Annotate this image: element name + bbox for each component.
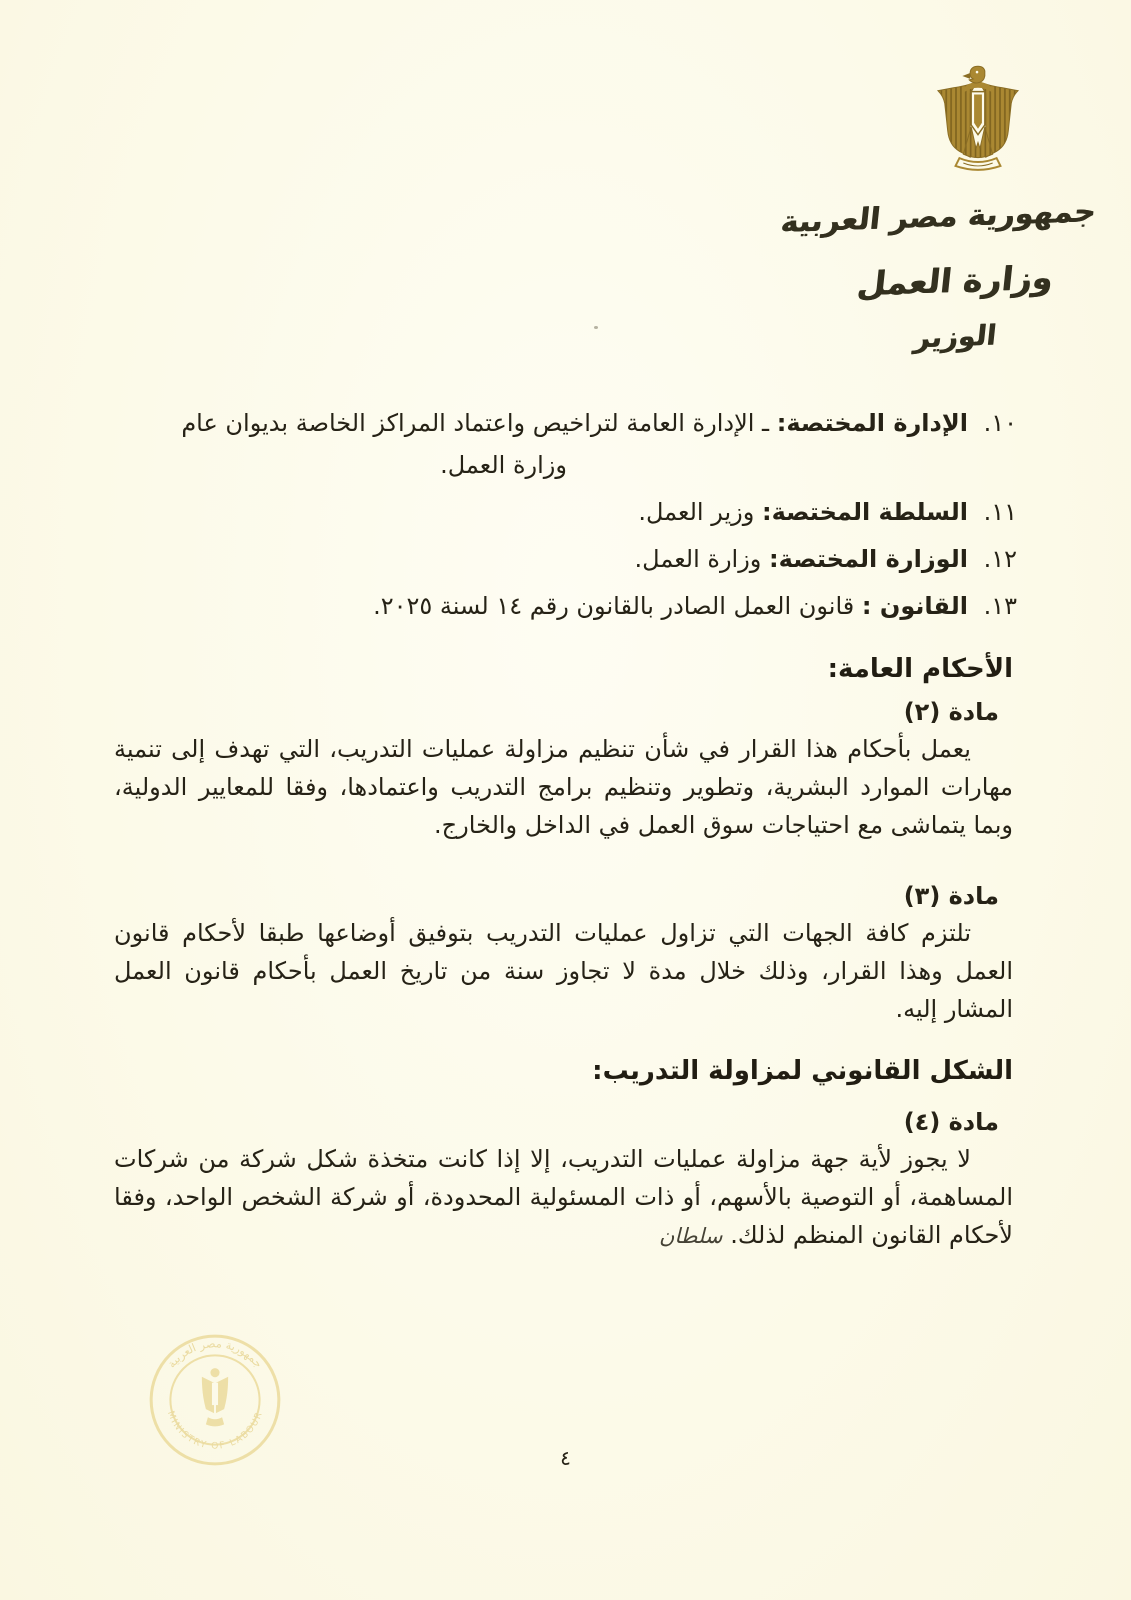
item-number: ١١. [983,498,1017,526]
section-heading-legal-form: الشكل القانوني لمزاولة التدريب: [592,1056,1013,1086]
article-4-title: مادة (٤) [903,1108,999,1136]
letterhead [778,64,1098,360]
definitions-list [116,406,1017,636]
egypt-eagle-emblem-icon [838,64,1118,178]
definition-item-13 [116,589,1017,623]
article-4-text: لا يجوز لأية جهة مزاولة عمليات التدريب، إلا إذا كانت متخذة شكل شركة من شركات المساهمة، أو التوصية بالأسهم، أو ذات المسئولية المحدودة، أو شركة الشخص الواحد، وفقا لأحكام القانون المنظم لذلك. [114,1145,1013,1249]
seal-eagle-icon [202,1368,228,1426]
definition-item-11 [116,495,1017,529]
letterhead-country: جمهورية مصر العربية [778,194,1098,241]
item-text-continued: وزارة العمل. [440,451,567,479]
page-number: ٤ [560,1446,571,1470]
definition-item-10 [116,406,1017,482]
letterhead-ministry: وزارة العمل [855,257,1055,304]
article-3-title: مادة (٣) [903,882,999,910]
item-number: ١٢. [983,545,1017,573]
seal-arc-bottom-text: MINISTRY OF LABOUR [164,1409,266,1452]
item-text: وزير العمل. [638,498,755,526]
item-label: السلطة المختصة: [761,498,968,526]
item-number: ١٣. [983,592,1017,620]
letterhead-minister: الوزير [912,318,998,355]
svg-text:جمهورية مصر العربية [165,1337,265,1370]
article-4-body [114,1140,1013,1255]
handwritten-signature: سلطان [658,1224,723,1248]
item-label: الإدارة المختصة: [776,409,968,437]
item-text: ـ الإدارة العامة لتراخيص واعتماد المراكز الخاصة بديوان عام [181,409,770,437]
item-label: القانون : [861,592,968,620]
seal-arc-top-text: جمهورية مصر العربية [164,1337,265,1371]
article-2-body: يعمل بأحكام هذا القرار في شأن تنظيم مزاولة عمليات التدريب، التي تهدف إلى تنمية مهارات الموارد البشرية، وتطوير وتنظيم برامج التدريب واعتمادها، وفقا للمعايير الدولية، وبما يتماشى مع احتياجات سوق العمل في الداخل والخارج. [114,735,1013,839]
article-3-body: تلتزم كافة الجهات التي تزاول عمليات التدريب بتوفيق أوضاعها طبقا لأحكام قانون العمل وهذا القرار، وذلك خلال مدة لا تجاوز سنة من تاريخ العمل بأحكام قانون العمل المشار إليه. [114,919,1013,1023]
definition-item-12 [116,542,1017,576]
item-number: ١٠. [983,409,1017,437]
section-heading-general-provisions: الأحكام العامة: [827,654,1013,684]
item-text: قانون العمل الصادر بالقانون رقم ١٤ لسنة ٢٠٢٥. [373,592,855,620]
ink-speck [594,326,598,329]
article-2-title: مادة (٢) [903,698,999,726]
item-label: الوزارة المختصة: [769,545,968,573]
item-text: وزارة العمل. [634,545,762,573]
